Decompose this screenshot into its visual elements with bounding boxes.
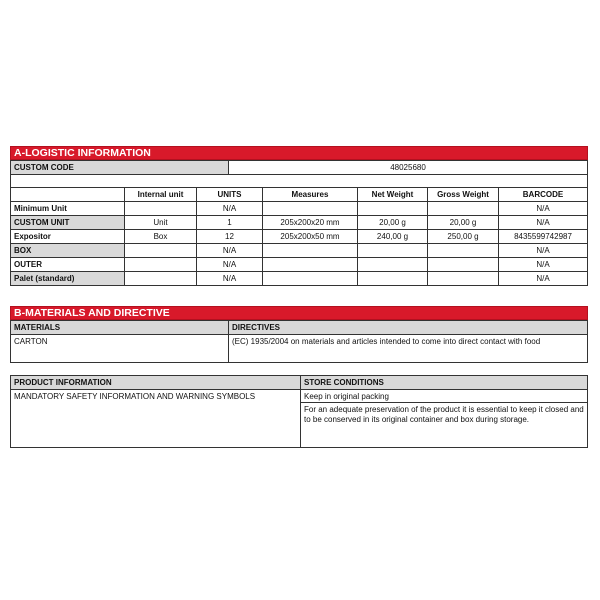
table-cell: N/A [499,202,588,216]
logistic-information-section [10,146,588,286]
table-cell [263,258,358,272]
store-conditions-line2: For an adequate preservation of the product it is essential to keep it closed and to be conserved in its original container and box during storage. [301,403,588,448]
table-cell [428,244,499,258]
materials-directive-section [10,306,588,363]
table-cell: N/A [499,258,588,272]
column-header: Measures [263,188,358,202]
product-information-value: MANDATORY SAFETY INFORMATION AND WARNING SYMBOLS [11,390,301,448]
table-cell: 20,00 g [428,216,499,230]
table-cell [358,258,428,272]
custom-code-label: CUSTOM CODE [11,161,229,175]
logistic-table-header [11,188,588,202]
table-cell [125,258,197,272]
table-cell: N/A [499,244,588,258]
table-row [11,244,588,258]
table-cell [263,272,358,286]
store-conditions-line1: Keep in original packing [301,390,588,403]
row-label: CUSTOM UNIT [11,216,125,230]
table-cell [428,272,499,286]
table-cell: N/A [499,272,588,286]
store-conditions-label: STORE CONDITIONS [301,376,588,390]
materials-directive-header: B-MATERIALS AND DIRECTIVE [10,306,588,320]
table-cell: Unit [125,216,197,230]
product-information-label: PRODUCT INFORMATION [11,376,301,390]
product-store-table [10,375,588,448]
table-row [11,258,588,272]
table-row [11,202,588,216]
table-cell [428,258,499,272]
table-cell: Box [125,230,197,244]
column-header: Gross Weight [428,188,499,202]
table-cell: N/A [197,272,263,286]
custom-code-table [10,160,588,175]
product-store-section [10,375,588,448]
table-cell: 8435599742987 [499,230,588,244]
table-cell: 1 [197,216,263,230]
table-cell: 20,00 g [358,216,428,230]
table-cell: N/A [499,216,588,230]
column-header: BARCODE [499,188,588,202]
table-cell [358,244,428,258]
directives-value: (EC) 1935/2004 on materials and articles intended to come into direct contact with food [229,335,588,363]
column-header: UNITS [197,188,263,202]
table-cell [125,272,197,286]
table-cell [263,202,358,216]
logistic-table [10,187,588,286]
table-cell: N/A [197,244,263,258]
table-cell: 205x200x20 mm [263,216,358,230]
table-row [11,272,588,286]
table-cell: N/A [197,258,263,272]
materials-value: CARTON [11,335,229,363]
table-cell [125,244,197,258]
row-label: OUTER [11,258,125,272]
logistic-information-header: A-LOGISTIC INFORMATION [10,146,588,160]
table-cell [358,202,428,216]
column-header: Net Weight [358,188,428,202]
table-row [11,216,588,230]
table-cell: 250,00 g [428,230,499,244]
table-row [11,230,588,244]
column-header: Internal unit [125,188,197,202]
table-cell: 12 [197,230,263,244]
row-label: Palet (standard) [11,272,125,286]
spacer [10,175,588,187]
directives-label: DIRECTIVES [229,321,588,335]
table-cell [263,244,358,258]
row-label: Minimum Unit [11,202,125,216]
materials-table [10,320,588,363]
row-label: BOX [11,244,125,258]
table-cell: N/A [197,202,263,216]
table-cell [428,202,499,216]
column-header [11,188,125,202]
table-cell: 205x200x50 mm [263,230,358,244]
table-cell: 240,00 g [358,230,428,244]
materials-label: MATERIALS [11,321,229,335]
row-label: Expositor [11,230,125,244]
table-cell [125,202,197,216]
table-cell [358,272,428,286]
custom-code-value: 48025680 [229,161,588,175]
